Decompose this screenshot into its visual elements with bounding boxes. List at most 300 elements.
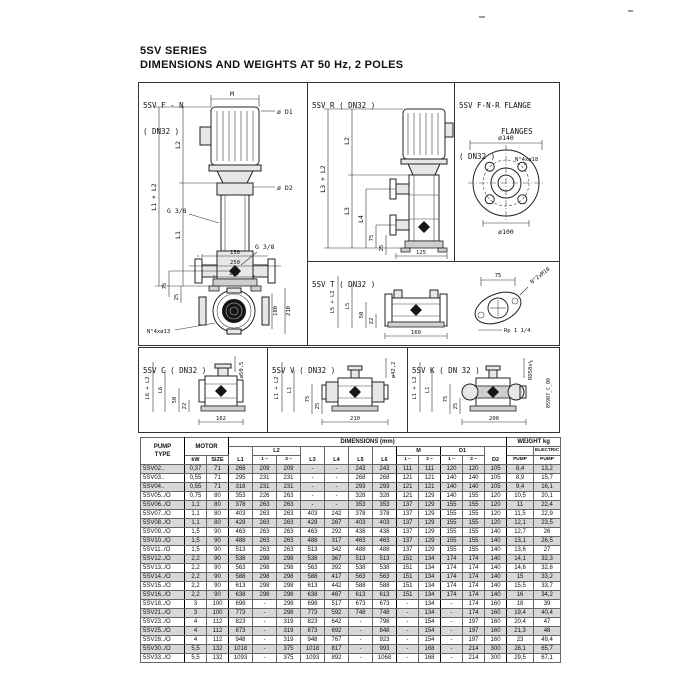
table-cell: 873 <box>301 627 325 636</box>
table-cell: 319 <box>277 636 301 645</box>
table-row <box>141 627 561 636</box>
panel-t-title: 5SV T ( DN32 ) <box>312 280 376 289</box>
dim-label-l3: L3 <box>343 207 351 215</box>
col-d1-3ph: 3 ~ <box>463 456 485 465</box>
dim-label-150: 150 <box>230 250 240 256</box>
table-cell: 160 <box>485 627 507 636</box>
table-cell: 588 <box>349 582 373 591</box>
table-cell: 137 <box>397 510 419 519</box>
table-cell: 319 <box>277 627 301 636</box>
table-cell: 588 <box>373 582 397 591</box>
table-cell: 47 <box>534 618 561 627</box>
dim-label-l1l2: L1 + L2 <box>412 376 418 400</box>
table-cell: 140 <box>485 537 507 546</box>
table-cell: - <box>349 636 373 645</box>
table-cell: 300 <box>485 645 507 654</box>
table-cell: 231 <box>253 474 277 483</box>
table-cell: 298 <box>277 564 301 573</box>
table-cell: 160 <box>485 609 507 618</box>
table-cell: 32,8 <box>534 564 561 573</box>
table-cell: 4 <box>185 636 207 645</box>
table-cell: 293 <box>373 483 397 492</box>
table-cell: 137 <box>397 546 419 555</box>
table-cell: 298 <box>277 582 301 591</box>
table-cell: 129 <box>419 492 441 501</box>
table-cell: 14,6 <box>507 564 534 573</box>
panel-flange <box>454 82 560 263</box>
table-cell: 33,2 <box>534 573 561 582</box>
table-cell: 80 <box>207 510 229 519</box>
table-cell: 588 <box>229 573 253 582</box>
table-cell: 15,7 <box>534 474 561 483</box>
table-cell: 5SV21../O <box>141 609 185 618</box>
table-cell: 105 <box>485 465 507 474</box>
dimension-table-wrap <box>140 437 561 663</box>
table-cell: 160 <box>485 636 507 645</box>
dim-label-125: 125 <box>416 250 426 256</box>
col-pump-type: PUMP TYPE <box>141 438 185 465</box>
table-cell: 848 <box>373 627 397 636</box>
table-row <box>141 474 561 483</box>
table-cell: 417 <box>325 573 349 582</box>
table-cell: 160 <box>485 618 507 627</box>
table-cell: - <box>253 645 277 654</box>
table-cell: 263 <box>277 519 301 528</box>
table-cell: 367 <box>325 555 349 564</box>
dim-label-160: 160 <box>411 330 421 336</box>
table-cell: 300 <box>485 654 507 663</box>
table-cell: 5SV02.. <box>141 465 185 474</box>
table-cell: 140 <box>485 555 507 564</box>
table-cell: 71 <box>207 474 229 483</box>
table-cell: 120 <box>485 492 507 501</box>
table-cell: 613 <box>349 591 373 600</box>
table-cell: 214 <box>463 645 485 654</box>
table-cell: 375 <box>277 645 301 654</box>
col-l4: L4 <box>325 447 349 465</box>
table-cell: 155 <box>463 510 485 519</box>
col-l2: L2 <box>253 447 301 456</box>
col-size: SIZE <box>207 456 229 465</box>
table-cell: 120 <box>485 501 507 510</box>
table-cell: 120 <box>441 465 463 474</box>
table-cell: 20,1 <box>534 492 561 501</box>
table-cell: 263 <box>277 528 301 537</box>
panel-k <box>407 347 560 433</box>
table-cell: 11,5 <box>507 510 534 519</box>
table-cell: 129 <box>419 501 441 510</box>
table-cell: 1093 <box>301 654 325 663</box>
table-cell: 263 <box>277 492 301 501</box>
table-cell: 197 <box>463 627 485 636</box>
table-cell: 263 <box>277 501 301 510</box>
table-cell: 438 <box>373 528 397 537</box>
panel-flange-title: 5SV F-N-R FLANGE FLANGES ( DN32 ) <box>459 101 533 161</box>
dim-label-250: 250 <box>230 260 240 266</box>
table-cell: 121 <box>397 483 419 492</box>
panel-r <box>307 82 456 263</box>
table-cell: 129 <box>419 510 441 519</box>
dim-label-50: 50 <box>172 396 178 404</box>
table-cell: 71 <box>207 483 229 492</box>
col-motor: MOTOR <box>185 438 229 456</box>
table-cell: 214 <box>463 654 485 663</box>
port-label-g38-left: G 3/8 <box>167 207 187 215</box>
table-cell: 16 <box>507 591 534 600</box>
table-cell: 209 <box>253 465 277 474</box>
table-cell: 231 <box>277 483 301 492</box>
table-cell: 155 <box>463 519 485 528</box>
table-cell: 748 <box>373 609 397 618</box>
table-cell: 209 <box>277 465 301 474</box>
table-cell: 378 <box>373 510 397 519</box>
table-cell: 5SV13../O <box>141 564 185 573</box>
table-cell: 120 <box>485 519 507 528</box>
table-body <box>141 465 561 663</box>
table-cell: - <box>301 483 325 492</box>
table-cell: 121 <box>419 483 441 492</box>
table-cell: 375 <box>277 654 301 663</box>
table-cell: 231 <box>277 474 301 483</box>
table-cell: 5SV23../O <box>141 618 185 627</box>
table-cell: 129 <box>419 537 441 546</box>
table-row <box>141 555 561 564</box>
table-cell: 39 <box>534 600 561 609</box>
table-cell: 174 <box>441 555 463 564</box>
table-cell: - <box>397 654 419 663</box>
table-row <box>141 510 561 519</box>
table-cell: 563 <box>301 564 325 573</box>
table-cell: 298 <box>277 573 301 582</box>
port-label-g38-right: G 3/8 <box>255 243 275 251</box>
table-cell: 49,4 <box>534 636 561 645</box>
dim-label-l6: L6 <box>158 386 164 394</box>
table-cell: 298 <box>253 591 277 600</box>
table-cell: 140 <box>485 546 507 555</box>
table-row <box>141 546 561 555</box>
table-cell: 174 <box>441 573 463 582</box>
table-cell: 5SV11../O <box>141 546 185 555</box>
table-cell: 467 <box>325 591 349 600</box>
table-cell: 140 <box>485 573 507 582</box>
table-row <box>141 519 561 528</box>
table-cell: 948 <box>301 636 325 645</box>
table-cell: 463 <box>229 528 253 537</box>
table-cell: 155 <box>441 510 463 519</box>
table-row <box>141 618 561 627</box>
table-cell: 140 <box>463 474 485 483</box>
table-cell: - <box>253 636 277 645</box>
table-cell: 773 <box>229 609 253 618</box>
col-d1-1ph: 1 ~ <box>441 456 463 465</box>
table-cell: - <box>397 609 419 618</box>
table-cell: 15 <box>507 573 534 582</box>
dim-label-l2: L2 <box>343 137 351 145</box>
dim-label-l1l2: L1 + L2 <box>150 183 158 211</box>
dim-label-dia: ø50,5 <box>239 361 245 379</box>
table-cell: 226 <box>253 492 277 501</box>
table-cell: - <box>301 465 325 474</box>
table-cell: - <box>441 636 463 645</box>
table-cell: 353 <box>349 501 373 510</box>
table-cell: 513 <box>349 555 373 564</box>
table-cell: 129 <box>419 519 441 528</box>
table-cell: 263 <box>253 528 277 537</box>
table-cell: - <box>441 609 463 618</box>
table-cell: 5SV18../O <box>141 600 185 609</box>
rp-label: Rp 1 1/4 <box>504 328 531 334</box>
table-cell: 154 <box>419 618 441 627</box>
table-cell: 151 <box>397 582 419 591</box>
table-cell: 2,2 <box>185 564 207 573</box>
table-cell: 174 <box>441 564 463 573</box>
series-title: 5SV SERIES <box>140 45 208 57</box>
table-cell: 488 <box>373 546 397 555</box>
dim-label-l3l2: L3 + L2 <box>319 165 327 193</box>
scan-artifact <box>479 16 485 18</box>
table-cell: 105 <box>485 483 507 492</box>
table-cell: 80 <box>207 501 229 510</box>
table-cell: 428 <box>229 519 253 528</box>
col-l5: L5 <box>349 447 373 465</box>
table-cell: 137 <box>397 519 419 528</box>
table-cell: 174 <box>463 591 485 600</box>
table-cell: 5SV33../O <box>141 654 185 663</box>
table-cell: 488 <box>349 546 373 555</box>
table-cell: 823 <box>229 618 253 627</box>
table-cell: 134 <box>419 609 441 618</box>
table-cell: 160 <box>485 600 507 609</box>
table-cell: 90 <box>207 582 229 591</box>
table-row <box>141 654 561 663</box>
table-cell: 132 <box>207 654 229 663</box>
table-cell: 267 <box>325 519 349 528</box>
table-cell: 155 <box>441 537 463 546</box>
table-cell: 90 <box>207 537 229 546</box>
table-cell: 293 <box>349 483 373 492</box>
table-cell: 638 <box>301 591 325 600</box>
table-cell: - <box>325 483 349 492</box>
table-cell: 5SV06../O <box>141 501 185 510</box>
table-cell: 2,2 <box>185 573 207 582</box>
table-cell: 298 <box>277 600 301 609</box>
table-cell: - <box>397 627 419 636</box>
scan-artifact <box>628 10 633 12</box>
col-dimensions: DIMENSIONS (mm) <box>229 438 507 447</box>
col-d2: D2 <box>485 447 507 465</box>
table-cell: 155 <box>463 537 485 546</box>
dim-label-25: 25 <box>453 402 459 410</box>
motor-body <box>403 109 445 159</box>
table-cell: 5SV04.. <box>141 483 185 492</box>
table-cell: 268 <box>229 465 253 474</box>
col-kw: kW <box>185 456 207 465</box>
dim-label-75: 75 <box>443 395 449 403</box>
table-cell: - <box>253 654 277 663</box>
col-m-3ph: 3 ~ <box>419 456 441 465</box>
table-cell: 174 <box>463 555 485 564</box>
table-cell: 14,1 <box>507 555 534 564</box>
dim-label-l1l2: L1 + L2 <box>274 376 280 400</box>
table-cell: 263 <box>253 501 277 510</box>
table-cell: 22,9 <box>534 510 561 519</box>
table-cell: 71 <box>207 465 229 474</box>
table-cell: 13,2 <box>534 465 561 474</box>
table-cell: 242 <box>325 510 349 519</box>
table-cell: 1,5 <box>185 528 207 537</box>
dim-label-25: 25 <box>174 293 180 301</box>
table-cell: 1093 <box>229 654 253 663</box>
table-row <box>141 537 561 546</box>
table-cell: 243 <box>373 465 397 474</box>
dim-label-22: 22 <box>369 317 375 325</box>
table-cell: - <box>253 600 277 609</box>
table-cell: 120 <box>463 465 485 474</box>
table-cell: 155 <box>463 492 485 501</box>
table-cell: 100 <box>207 609 229 618</box>
table-cell: 317 <box>325 537 349 546</box>
col-weight-epump: PUMP <box>534 456 561 465</box>
table-cell: 11 <box>507 501 534 510</box>
table-cell: - <box>349 645 373 654</box>
table-cell: 3 <box>185 600 207 609</box>
table-cell: 263 <box>253 519 277 528</box>
dim-label-210: 210 <box>286 306 292 316</box>
table-cell: 1018 <box>229 645 253 654</box>
table-cell: 134 <box>419 582 441 591</box>
table-cell: 295 <box>229 474 253 483</box>
table-cell: 513 <box>229 546 253 555</box>
table-cell: 268 <box>349 474 373 483</box>
dimension-table <box>140 437 561 663</box>
dim-label-l1: L1 <box>174 231 182 239</box>
table-cell: 538 <box>229 555 253 564</box>
table-row <box>141 609 561 618</box>
table-cell: 488 <box>301 537 325 546</box>
table-cell: - <box>325 465 349 474</box>
table-cell: 2,2 <box>185 582 207 591</box>
table-cell: 129 <box>419 546 441 555</box>
table-cell: 155 <box>463 528 485 537</box>
table-cell: 563 <box>349 573 373 582</box>
dim-label-50: 50 <box>359 311 365 319</box>
table-row <box>141 582 561 591</box>
table-cell: 263 <box>253 546 277 555</box>
table-cell: 378 <box>349 510 373 519</box>
table-cell: 120 <box>485 510 507 519</box>
table-cell: 155 <box>463 501 485 510</box>
table-cell: 298 <box>253 573 277 582</box>
panel-v <box>267 347 409 433</box>
table-cell: 873 <box>229 627 253 636</box>
table-cell: 2,2 <box>185 591 207 600</box>
table-cell: 463 <box>349 537 373 546</box>
table-cell: 923 <box>373 636 397 645</box>
table-cell: 155 <box>441 519 463 528</box>
table-cell: 67,1 <box>534 654 561 663</box>
table-row <box>141 573 561 582</box>
table-cell: 538 <box>301 555 325 564</box>
table-row <box>141 591 561 600</box>
table-cell: 5SV12../O <box>141 555 185 564</box>
table-cell: 140 <box>441 492 463 501</box>
table-cell: 5SV30../O <box>141 645 185 654</box>
table-row <box>141 528 561 537</box>
table-cell: 111 <box>419 465 441 474</box>
table-cell: 263 <box>277 537 301 546</box>
table-cell: 137 <box>397 537 419 546</box>
table-cell: 174 <box>463 600 485 609</box>
dim-label-200: 200 <box>489 416 499 422</box>
table-cell: 263 <box>277 510 301 519</box>
table-cell: 353 <box>373 501 397 510</box>
dim-label-162: 162 <box>216 416 226 422</box>
table-cell: 263 <box>277 546 301 555</box>
table-cell: 121 <box>397 492 419 501</box>
table-cell: 613 <box>229 582 253 591</box>
table-cell: 48 <box>534 627 561 636</box>
dim-label-180: 180 <box>273 306 279 316</box>
col-m: M <box>397 447 441 456</box>
table-cell: 90 <box>207 555 229 564</box>
table-cell: 21,3 <box>507 627 534 636</box>
table-cell: - <box>325 474 349 483</box>
table-cell: 428 <box>301 519 325 528</box>
table-cell: 463 <box>301 528 325 537</box>
table-cell: 140 <box>441 474 463 483</box>
col-d1: D1 <box>441 447 485 456</box>
table-cell: 27 <box>534 546 561 555</box>
col-l2-1ph: 1 ~ <box>253 456 277 465</box>
dim-label-dia: ø42,2 <box>391 361 397 379</box>
dim-label-l1: L1 <box>425 386 431 394</box>
table-cell: - <box>441 645 463 654</box>
table-cell: 26 <box>534 528 561 537</box>
table-cell: 538 <box>349 564 373 573</box>
table-cell: 32,3 <box>534 555 561 564</box>
table-cell: 155 <box>441 501 463 510</box>
table-cell: - <box>349 654 373 663</box>
holes-label: N°4xø18 <box>515 157 539 163</box>
table-cell: 8,9 <box>507 474 534 483</box>
table-cell: 112 <box>207 636 229 645</box>
table-cell: 90 <box>207 573 229 582</box>
dim-label-l4: L4 <box>357 215 365 223</box>
dim-label-75: 75 <box>305 395 311 403</box>
dim-label-25: 25 <box>379 244 385 252</box>
table-cell: 231 <box>253 483 277 492</box>
table-cell: 993 <box>373 645 397 654</box>
table-cell: 1,1 <box>185 519 207 528</box>
table-cell: 10,5 <box>507 492 534 501</box>
table-cell: 353 <box>229 492 253 501</box>
table-cell: - <box>441 627 463 636</box>
table-cell: 33,7 <box>534 582 561 591</box>
drawing-code: 05907_C_00 <box>546 377 552 409</box>
table-cell: 112 <box>207 618 229 627</box>
table-cell: 137 <box>397 501 419 510</box>
table-cell: 517 <box>325 600 349 609</box>
dim-label-l5: L5 <box>345 302 351 310</box>
table-cell: - <box>253 618 277 627</box>
header-row-1 <box>141 438 561 447</box>
dim-label-d2: ø D2 <box>277 184 293 192</box>
table-cell: 134 <box>419 600 441 609</box>
table-cell: 1,5 <box>185 537 207 546</box>
table-cell: 151 <box>397 573 419 582</box>
panel-v-title: 5SV V ( DN32 ) <box>272 366 336 375</box>
table-cell: 0,55 <box>185 483 207 492</box>
